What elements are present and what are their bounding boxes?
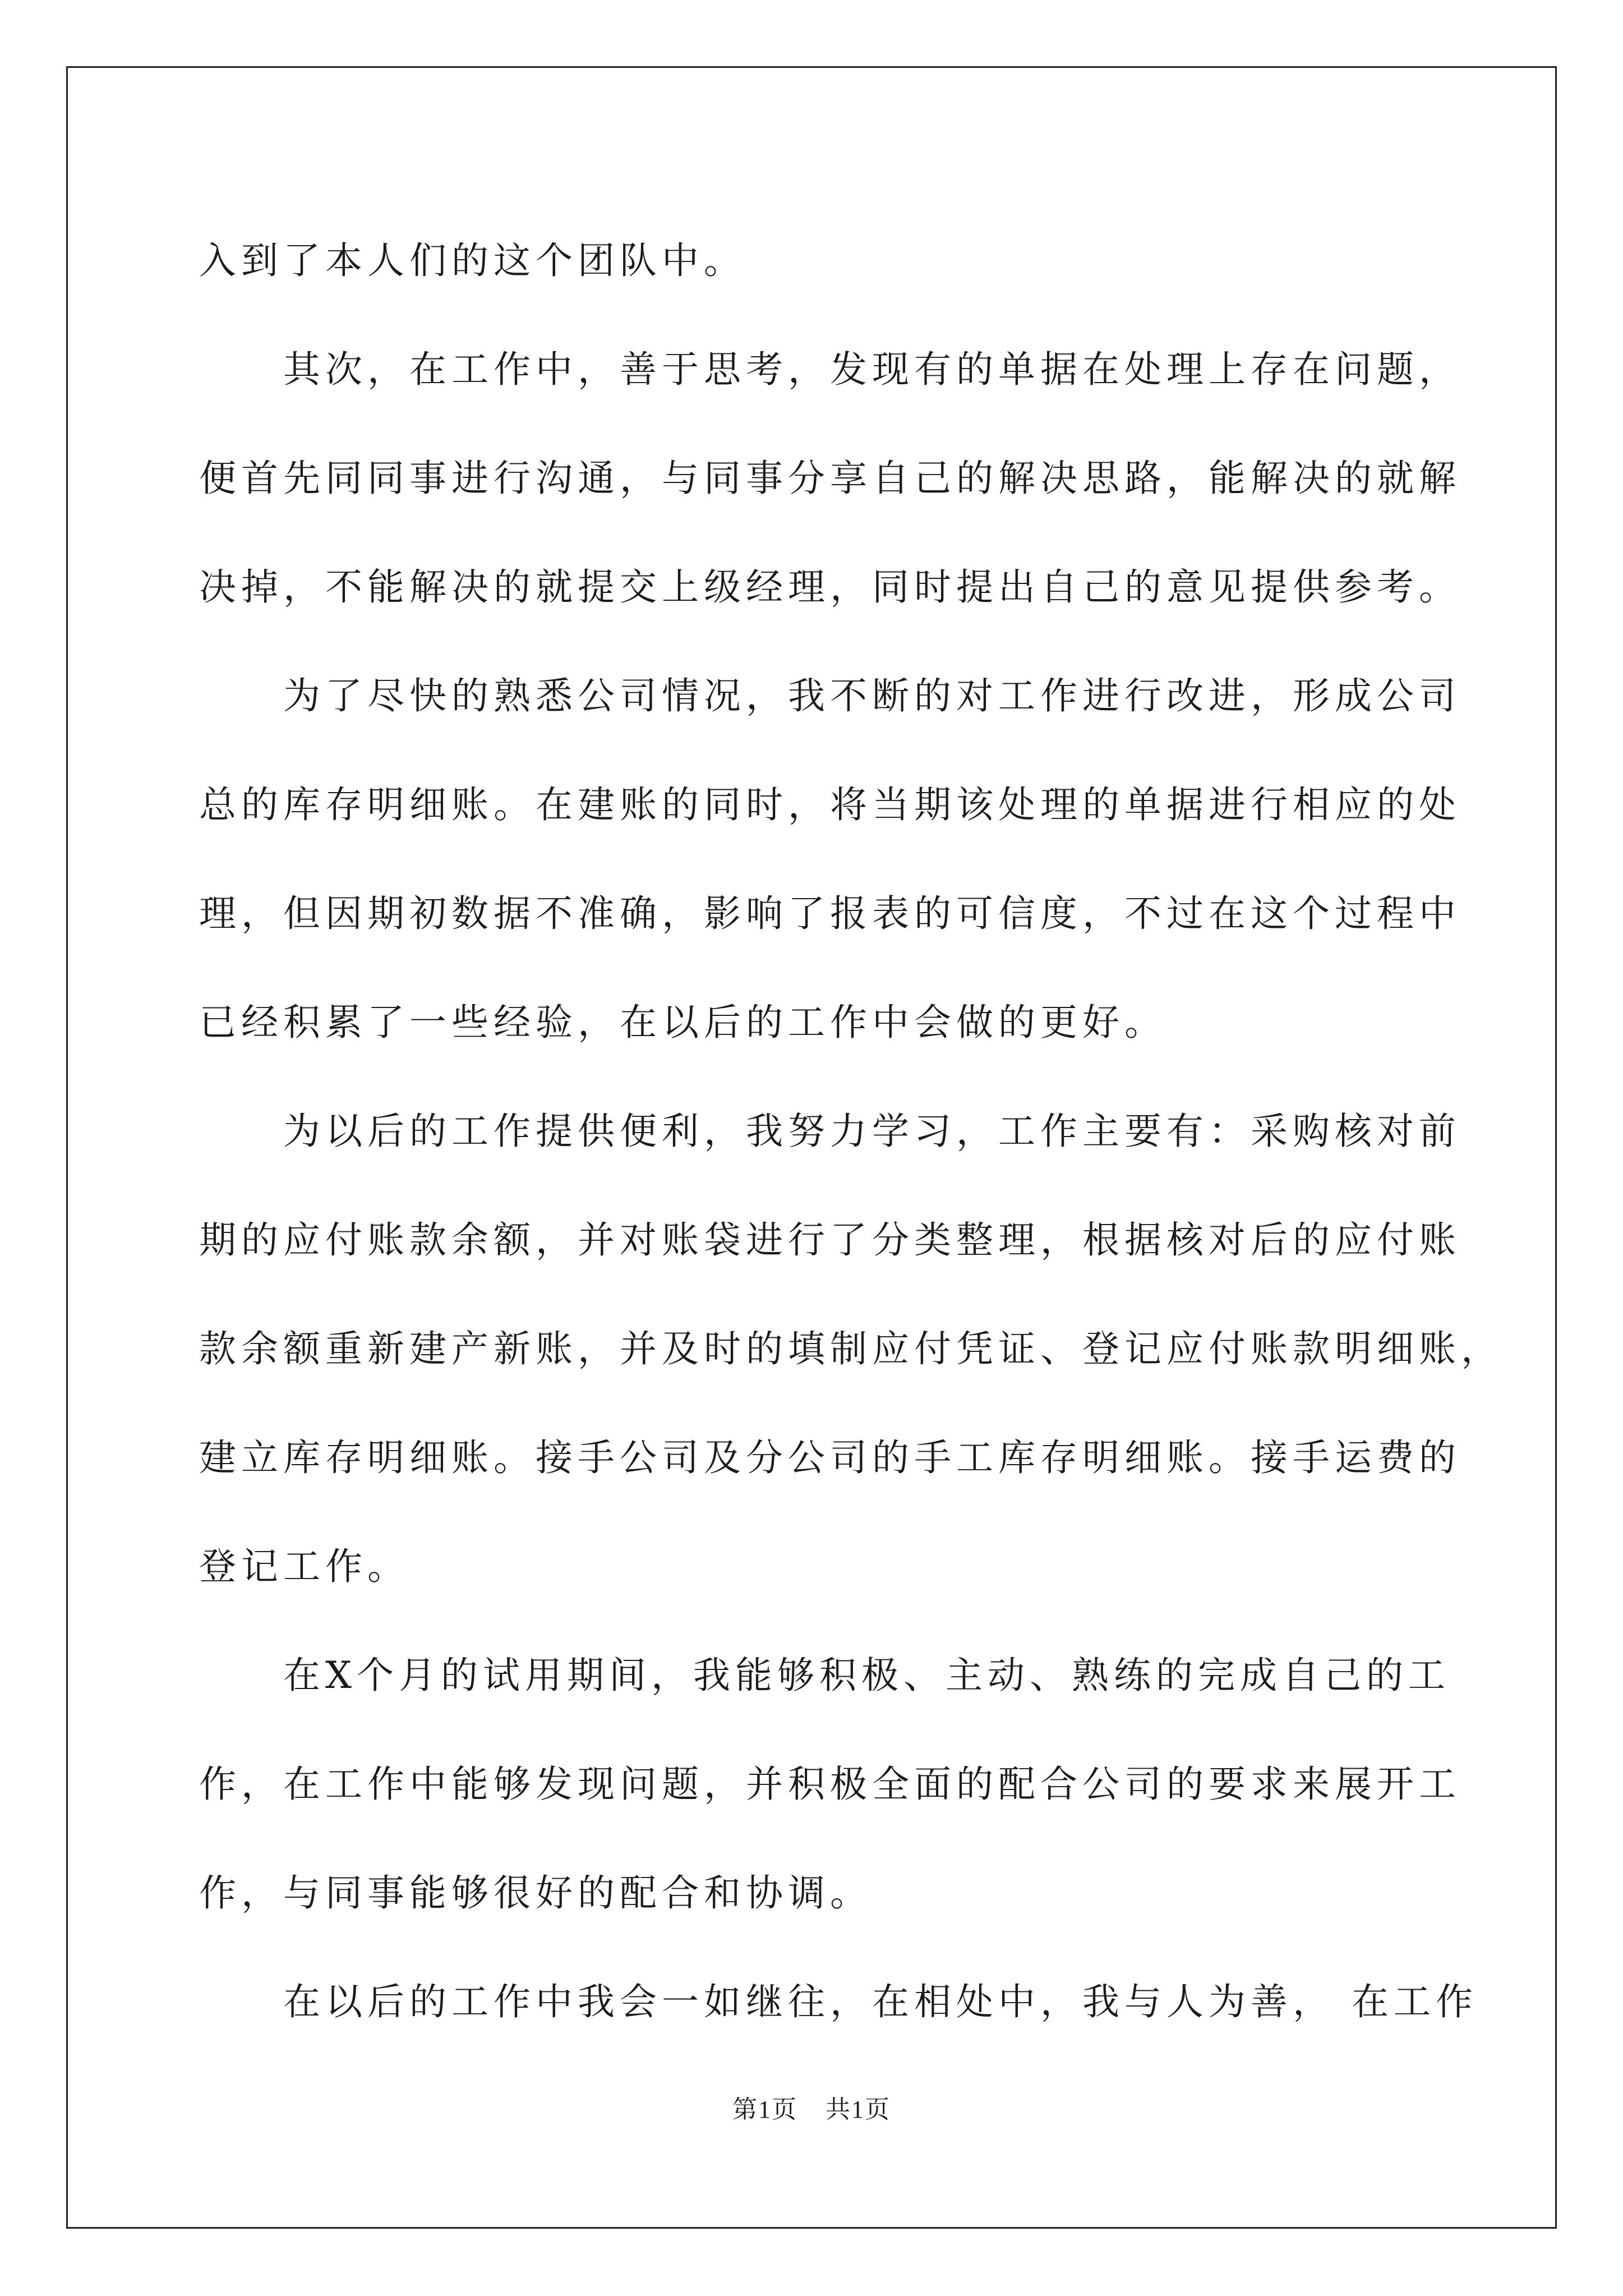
text-line: 建立库存明细账。接手公司及分公司的手工库存明细账。接手运费的 [199,1436,1461,1479]
text-line: 在X个月的试用期间，我能够积极、主动、熟练的完成自己的工 [283,1654,1450,1697]
text-line: 为了尽快的熟悉公司情况，我不断的对工作进行改进，形成公司 [283,674,1461,717]
text-line: 入到了本人们的这个团队中。 [199,239,746,282]
text-line: 理，但因期初数据不准确，影响了报表的可信度，不过在这个过程中 [199,892,1461,935]
page-number: 第1页 [732,2096,797,2123]
text-line: 款余额重新建产新账，并及时的填制应付凭证、登记应付账款明细账， [199,1327,1503,1370]
text-line: 在以后的工作中我会一如继往，在相处中，我与人为善， 在工作 [283,1980,1478,2023]
text-line: 作，在工作中能够发现问题，并积极全面的配合公司的要求来展开工 [199,1763,1461,1806]
text-line: 作，与同事能够很好的配合和协调。 [199,1871,872,1915]
text-line: 便首先同同事进行沟通，与同事分享自己的解决思路，能解决的就解 [199,457,1461,500]
text-line: 已经积累了一些经验，在以后的工作中会做的更好。 [199,1001,1166,1044]
text-line: 决掉，不能解决的就提交上级经理，同时提出自己的意见提供参考。 [199,565,1461,609]
document-body [199,206,1503,2056]
text-line: 登记工作。 [199,1545,409,1588]
text-line: 为以后的工作提供便利，我努力学习，工作主要有：采购核对前 [283,1110,1461,1153]
text-line: 期的应付账款余额，并对账袋进行了分类整理，根据核对后的应付账 [199,1218,1461,1262]
page-footer [0,2089,1623,2125]
text-line: 总的库存明细账。在建账的同时，将当期该处理的单据进行相应的处 [199,783,1461,826]
text-line: 其次，在工作中，善于思考，发现有的单据在处理上存在问题， [283,348,1461,391]
page-total: 共1页 [826,2096,891,2123]
